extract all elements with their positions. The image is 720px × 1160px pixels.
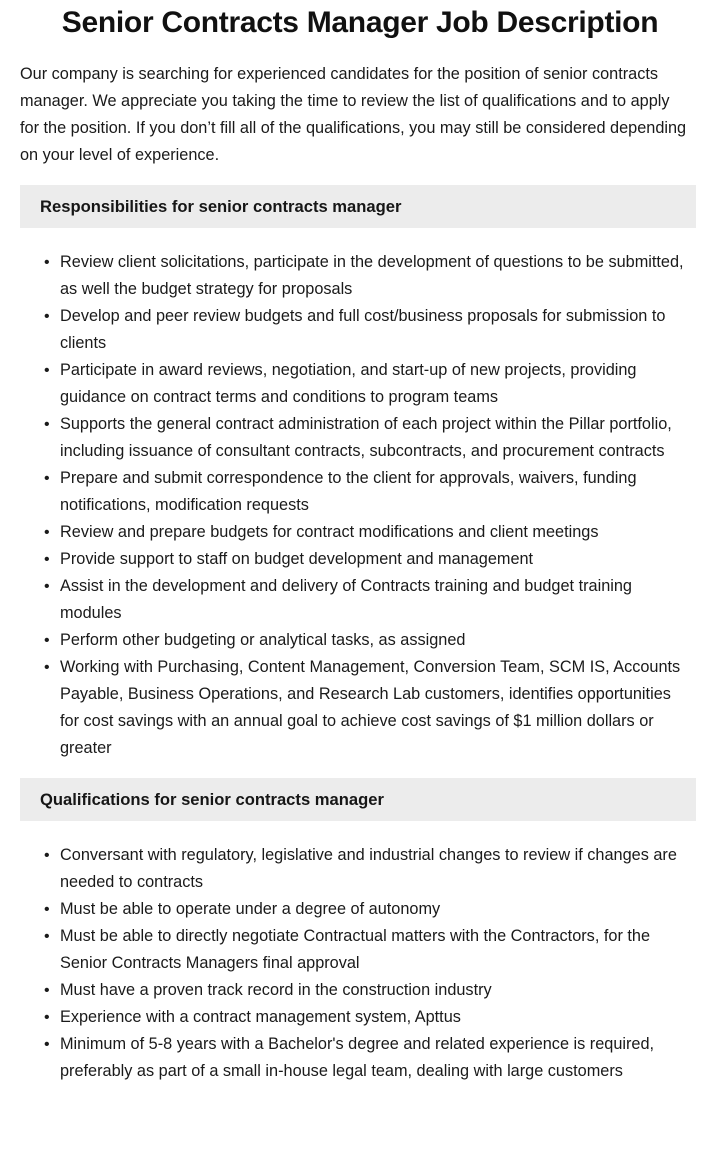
list-item: • Supports the general contract administration of each project within the Pillar portfolio, including issuance of consultant contracts, subcontracts, and procurement contracts (60, 411, 690, 465)
list-item: • Develop and peer review budgets and full cost/business proposals for submission to clients (60, 303, 690, 357)
section-header-responsibilities (20, 185, 696, 228)
list-item: • Provide support to staff on budget development and management (60, 546, 690, 573)
list-item: • Perform other budgeting or analytical tasks, as assigned (60, 627, 690, 654)
responsibilities-list (20, 249, 690, 762)
list-item: • Working with Purchasing, Content Management, Conversion Team, SCM IS, Accounts Payable, Business Operations, and Research Lab customers, identifies opportunities for cost savings with an annual goal to achieve cost savings of $1 million dollars or greater (60, 654, 690, 762)
list-item: • Review and prepare budgets for contract modifications and client meetings (60, 519, 690, 546)
list-item: • Prepare and submit correspondence to the client for approvals, waivers, funding notifications, modification requests (60, 465, 690, 519)
section-header-responsibilities-label: Responsibilities for senior contracts manager (40, 197, 402, 216)
list-item: • Review client solicitations, participate in the development of questions to be submitted, as well the budget strategy for proposals (60, 249, 690, 303)
section-header-qualifications-label: Qualifications for senior contracts manager (40, 790, 384, 809)
list-item: • Minimum of 5-8 years with a Bachelor's degree and related experience is required, preferably as part of a small in-house legal team, dealing with large customers (60, 1031, 690, 1085)
list-item: • Must have a proven track record in the construction industry (60, 977, 690, 1004)
list-item: • Experience with a contract management system, Apttus (60, 1004, 690, 1031)
qualifications-list (20, 842, 690, 1085)
page-title: Senior Contracts Manager Job Description (61, 6, 659, 39)
list-item: • Assist in the development and delivery of Contracts training and budget training modules (60, 573, 690, 627)
list-item: • Must be able to operate under a degree of autonomy (60, 896, 690, 923)
section-header-qualifications (20, 778, 696, 821)
list-item: • Participate in award reviews, negotiation, and start-up of new projects, providing guidance on contract terms and conditions to program teams (60, 357, 690, 411)
list-item: • Conversant with regulatory, legislative and industrial changes to review if changes are needed to contracts (60, 842, 690, 896)
intro-paragraph: Our company is searching for experienced candidates for the position of senior contracts manager. We appreciate you taking the time to review the list of qualifications and to apply for the position. If you don’t fill all of the qualifications, you may still be considered depending on your level of experience. (20, 65, 687, 164)
list-item: • Must be able to directly negotiate Contractual matters with the Contractors, for the Senior Contracts Managers final approval (60, 923, 690, 977)
